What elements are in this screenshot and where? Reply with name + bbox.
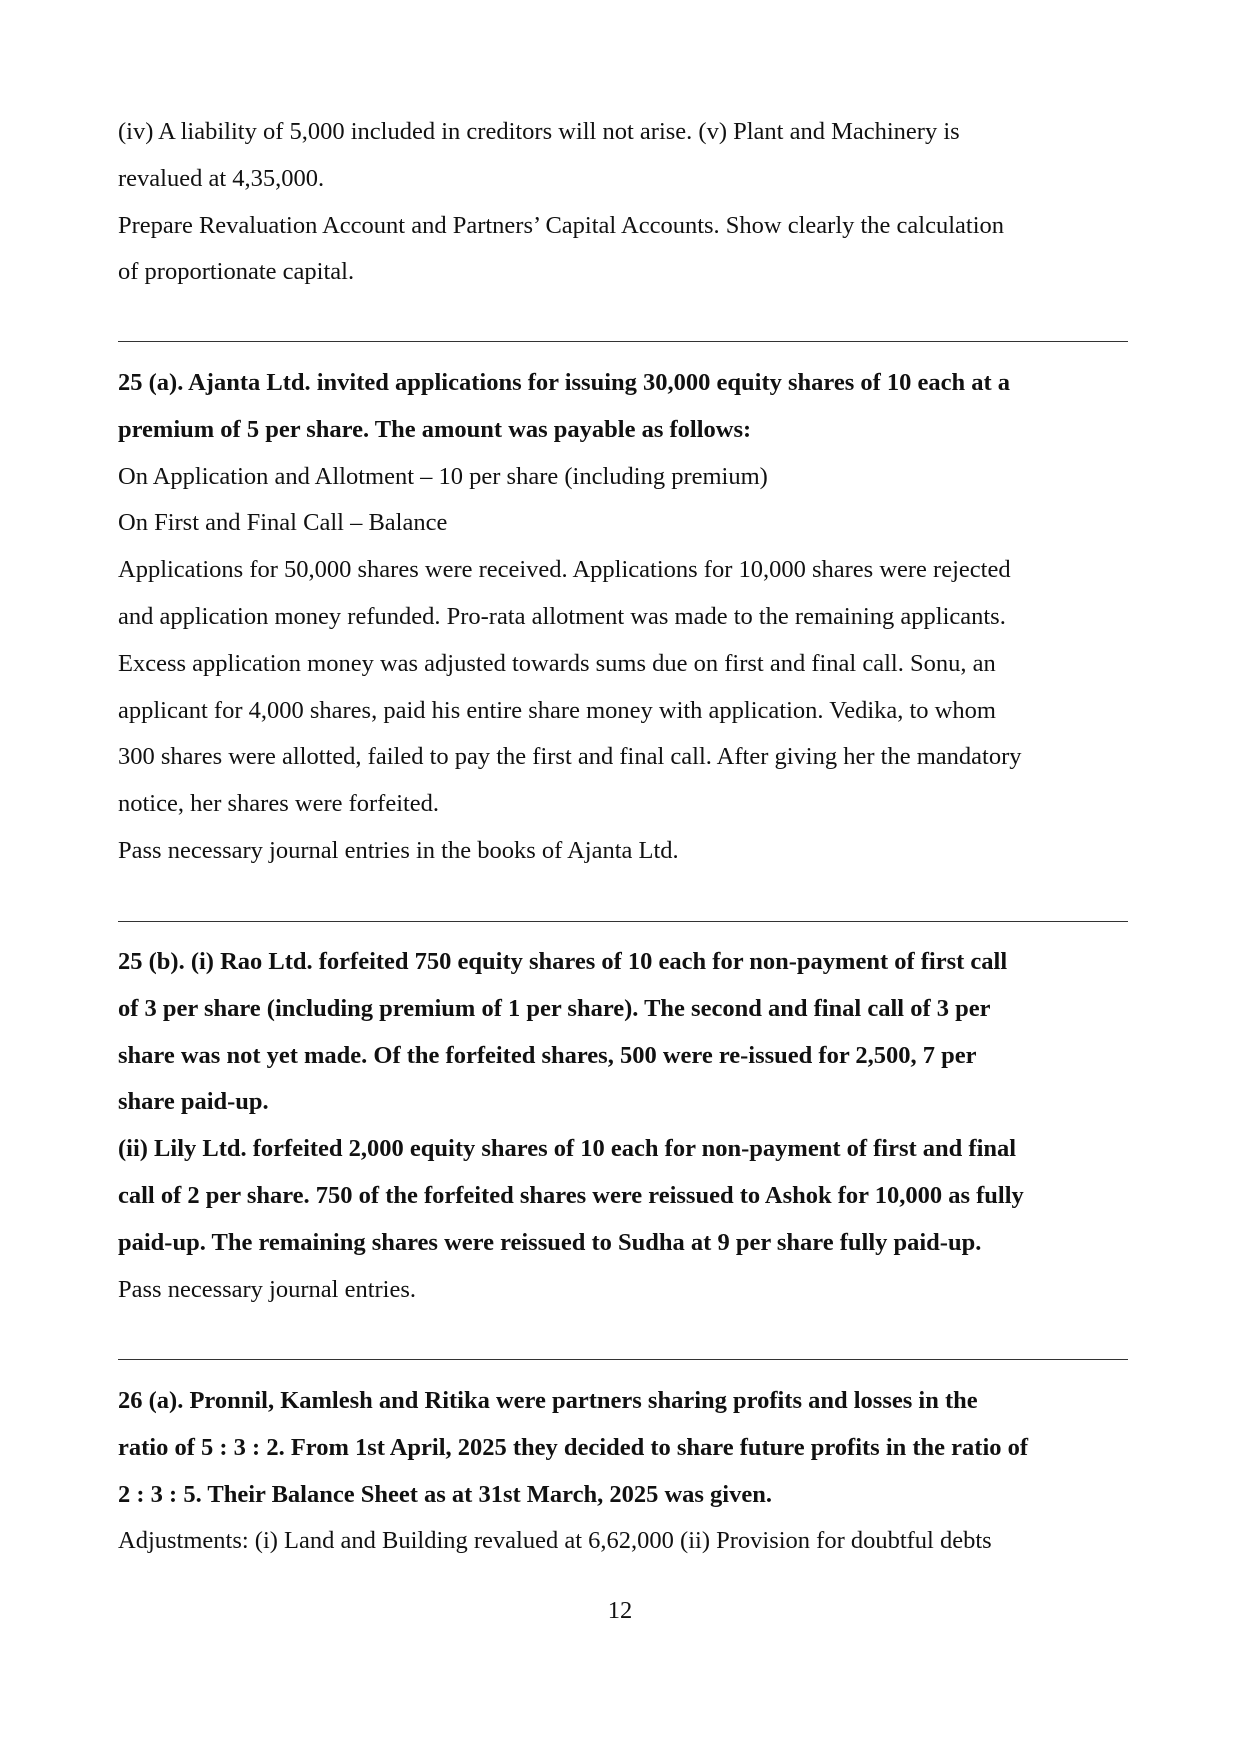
text-line: share was not yet made. Of the forfeited shares, 500 were re-issued for 2,500, 7 per <box>118 1041 977 1069</box>
question-25a <box>118 360 1138 875</box>
text-line: On Application and Allotment – 10 per share (including premium) <box>118 462 768 490</box>
text-line: Applications for 50,000 shares were received. Applications for 10,000 shares were rejected <box>118 556 1011 584</box>
question-26a <box>118 1378 1138 1565</box>
text-line: ratio of 5 : 3 : 2. From 1st April, 2025 they decided to share future profits in the ratio of <box>118 1433 1029 1461</box>
text-line: Adjustments: (i) Land and Building revalued at 6,62,000 (ii) Provision for doubtful debts <box>118 1527 992 1555</box>
text-line: of 3 per share (including premium of 1 per share). The second and final call of 3 per <box>118 994 991 1022</box>
text-line: paid-up. The remaining shares were reissued to Sudha at 9 per share fully paid-up. <box>118 1228 982 1256</box>
text-line: 25 (b). (i) Rao Ltd. forfeited 750 equity shares of 10 each for non-payment of first call <box>118 948 1008 975</box>
divider <box>118 1359 1128 1360</box>
text-line: notice, her shares were forfeited. <box>118 790 440 818</box>
text-line: call of 2 per share. 750 of the forfeited shares were reissued to Ashok for 10,000 as fully <box>118 1181 1024 1209</box>
divider <box>118 341 1128 342</box>
page-number: 12 <box>607 1597 633 1624</box>
text-line: (iv) A liability of 5,000 included in creditors will not arise. (v) Plant and Machinery is <box>118 118 960 145</box>
text-line: 26 (a). Pronnil, Kamlesh and Ritika were partners sharing profits and losses in the <box>118 1387 978 1414</box>
text-line: of proportionate capital. <box>118 258 355 286</box>
text-line: 300 shares were allotted, failed to pay the first and final call. After giving her the mandatory <box>118 743 1022 771</box>
text-line: Pass necessary journal entries in the books of Ajanta Ltd. <box>118 836 679 864</box>
text-line: applicant for 4,000 shares, paid his entire share money with application. Vedika, to whom <box>118 696 996 724</box>
text-line: revalued at 4,35,000. <box>118 164 325 192</box>
text-line: (ii) Lily Ltd. forfeited 2,000 equity shares of 10 each for non-payment of first and final <box>118 1135 1017 1163</box>
text-line: 25 (a). Ajanta Ltd. invited applications for issuing 30,000 equity shares of 10 each at a <box>118 369 1011 396</box>
text-line: Excess application money was adjusted towards sums due on first and final call. Sonu, an <box>118 649 996 677</box>
text-line: Pass necessary journal entries. <box>118 1275 416 1303</box>
question-24-continuation <box>118 109 1138 296</box>
divider <box>118 921 1128 922</box>
text-line: 2 : 3 : 5. Their Balance Sheet as at 31st March, 2025 was given. <box>118 1480 772 1508</box>
text-line: On First and Final Call – Balance <box>118 509 448 537</box>
text-line: Prepare Revaluation Account and Partners’ Capital Accounts. Show clearly the calculation <box>118 211 1005 239</box>
text-line: and application money refunded. Pro-rata allotment was made to the remaining applicants. <box>118 602 1006 630</box>
question-25b <box>118 939 1138 1313</box>
text-line: share paid-up. <box>118 1088 269 1116</box>
text-line: premium of 5 per share. The amount was payable as follows: <box>118 415 752 443</box>
